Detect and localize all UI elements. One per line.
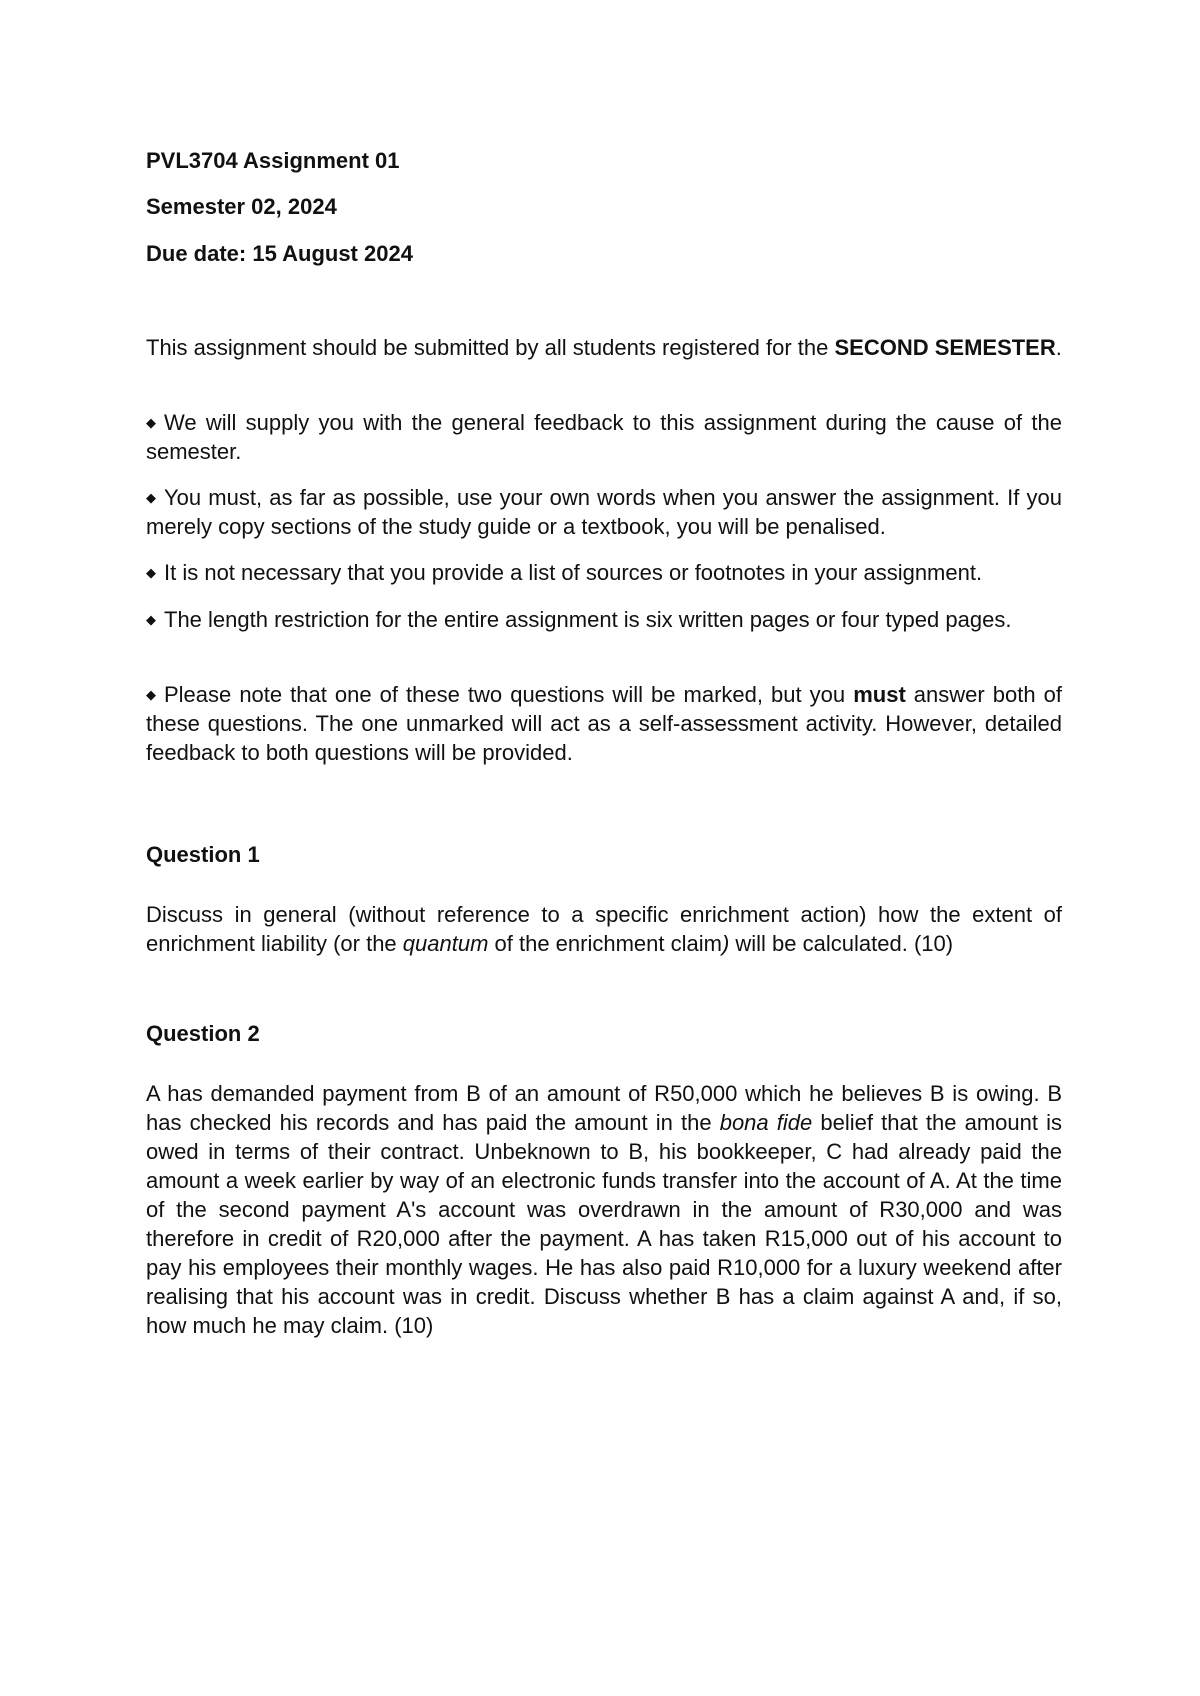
question-1-heading: Question 1: [146, 842, 260, 867]
quantum-term: quantum: [402, 931, 489, 956]
assignment-title: PVL3704 Assignment 01: [146, 148, 400, 173]
must-emphasis: must: [853, 682, 906, 707]
intro-text: This assignment should be submitted by all students registered for the: [146, 335, 835, 360]
diamond-bullet-icon: ◆: [146, 612, 156, 627]
bullet-text: We will supply you with the general feedback to this assignment during the cause of the semester.: [146, 410, 1062, 464]
bullet-text-end: answer both of these questions. The one unmarked will act as a self-assessment activity. However, detailed feedback to both questions will be provided.: [146, 682, 1062, 765]
bullet-text: You must, as far as possible, use your own words when you answer the assignment. If you merely copy sections of the study guide or a textbook, you will be penalised.: [146, 485, 1062, 539]
bullet-item: [146, 408, 1062, 466]
question-2-marks: (10): [394, 1313, 434, 1338]
intro-semester-emphasis: SECOND SEMESTER: [834, 335, 1056, 360]
diamond-bullet-icon: ◆: [146, 687, 156, 702]
assignment-page: [146, 0, 1062, 1696]
question-2-heading: Question 2: [146, 1021, 260, 1046]
diamond-bullet-icon: ◆: [146, 565, 156, 580]
diamond-bullet-icon: ◆: [146, 415, 156, 430]
question-2-body: A has demanded payment from B of an amount of R50,000 which he believes B is owing. B has checked his records and has paid the amount in the bona fide belief that the amount is owed in terms of their contract. Unbeknown to B, his bookkeeper, C had already paid the amount a week earlier by way of an electronic funds transfer into the account of A. At the time of the second payment A's account was overdrawn in the amount of R30,000 and was therefore in credit of R20,000 after the payment. A has taken R15,000 out of his account to pay his employees their monthly wages. He has also paid R10,000 for a luxury weekend after realising that his account was in credit. Discuss whether B has a claim against A and, if so, how much he may claim. (10): [146, 1081, 1063, 1338]
intro-text-end: .: [1055, 335, 1062, 360]
due-date: Due date: 15 August 2024: [146, 241, 413, 266]
bullet-item: [146, 558, 1062, 587]
bullet-item: [146, 605, 1062, 634]
bullet-text: Please note that one of these two questions will be marked, but you: [164, 682, 854, 707]
question-1-body: Discuss in general (without reference to a specific enrichment action) how the extent of enrichment liability (or the quantum of the enrichment claim) will be calculated. (10): [146, 902, 1062, 956]
semester-label: Semester 02, 2024: [146, 194, 337, 219]
bullet-text: It is not necessary that you provide a list of sources or footnotes in your assignment.: [164, 560, 983, 585]
bona-fide-term: bona fide: [719, 1110, 813, 1135]
bullet-text: The length restriction for the entire assignment is six written pages or four typed pages.: [164, 607, 1012, 632]
bullet-item: [146, 483, 1062, 541]
intro-paragraph: [146, 333, 1062, 362]
question-1-marks: (10): [913, 931, 954, 956]
diamond-bullet-icon: ◆: [146, 490, 156, 505]
bullet-item: [146, 680, 1062, 767]
